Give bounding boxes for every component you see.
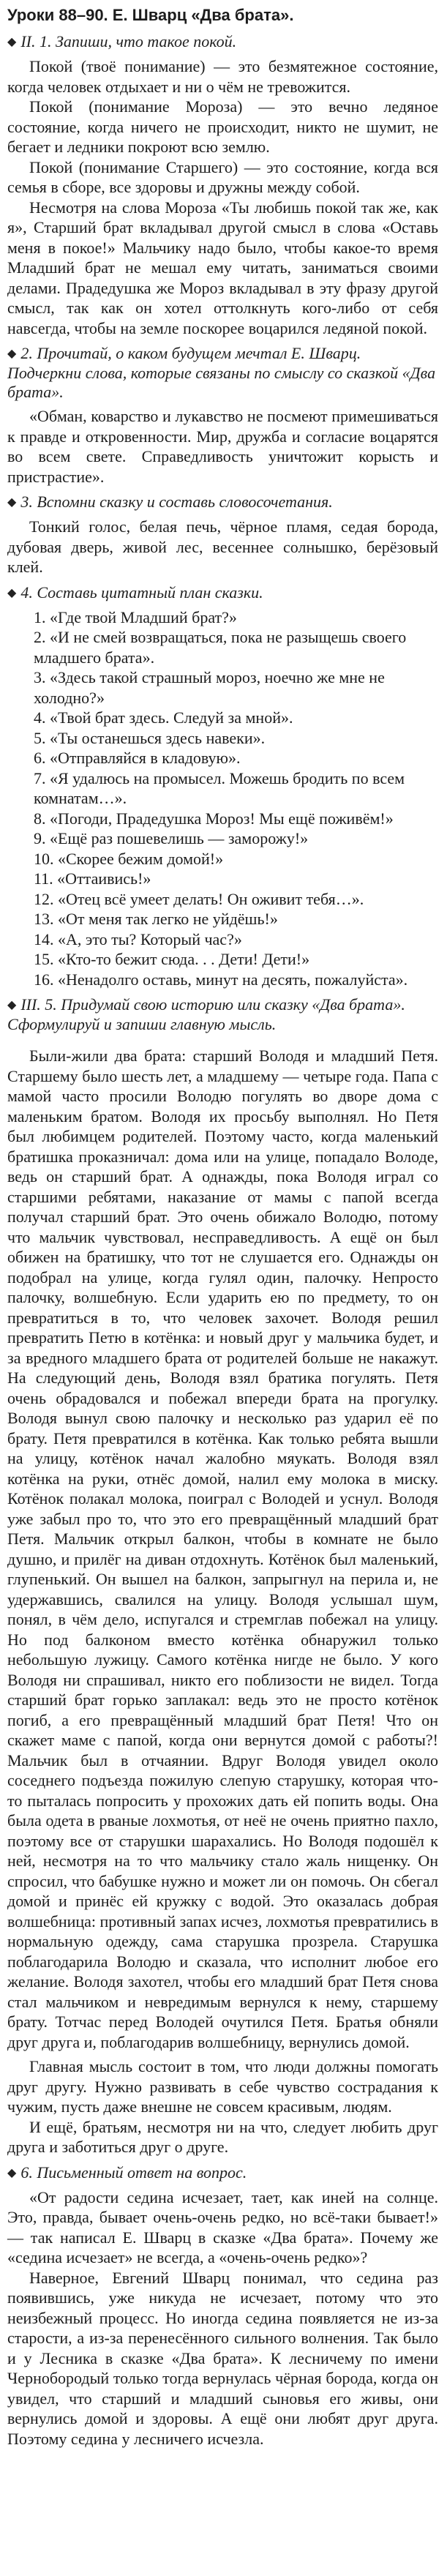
list-item: 14. «А, это ты? Который час?» — [34, 929, 242, 948]
paragraph: Покой (понимание Старшего) — это состояние, когда вся семья в сборе, все здоровы и дружны между собой. — [7, 157, 438, 196]
bullet-icon: ◆ — [7, 2166, 17, 2179]
list-item: 10. «Скорее бежим домой!» — [34, 849, 224, 868]
bullet-icon: ◆ — [7, 999, 17, 1011]
paragraph: Наверное, Евгений Шварц понимал, что седина раз появившись, уже никуда не исчезает, потому что это неизбежный процесс. Но иногда седина появляется не из-за старости, а из-за перенесённого сильного волнения. Так было и у Лесника в сказке «Два брата». К лесничему по имени Чернобородый только тогда вернулась чёрная борода, когда он увидел, что старший и младший сыновья его живы, они вернулись домой и здоровы. А ещё они любят друг друга. Поэтому седина у лесничего исчезла. — [7, 2268, 438, 2448]
list-item: 12. «Отец всё умеет делать! Он оживит тебя…». — [34, 889, 364, 908]
list-item: 6. «Отправляйся в кладовую». — [34, 749, 241, 767]
list-item: 5. «Ты останешься здесь навеки». — [34, 728, 266, 747]
task-label: 2. Прочитай, о каком будущем мечтал Е. Шварц. Подчеркни слова, которые связаны по смыслу со сказкой «Два брата». — [7, 344, 436, 401]
task-heading — [7, 583, 438, 603]
bullet-icon: ◆ — [7, 586, 17, 599]
task-heading — [7, 995, 438, 1034]
bullet-icon: ◆ — [7, 36, 17, 48]
task-label: 6. Письменный ответ на вопрос. — [20, 2163, 247, 2182]
paragraph: Несмотря на слова Мороза «Ты любишь покой так же, как я», Старший брат вкладывал другой смысл в слова «Оставь меня в покое!» Мальчику надо было, чтобы какое-то время Младший брат не мешал ему читать, заниматься своими делами. Прадедушка же Мороз вкладывал в эту фразу другой смысл, так как он хотел оттолкнуть кого-либо от себя навсегда, чтобы на земле поскорее воцарился ледяной покой. — [7, 198, 438, 337]
list-item: 1. «Где твой Младший брат?» — [34, 607, 237, 626]
list-item: 4. «Твой брат здесь. Следуй за мной». — [34, 708, 293, 727]
paragraph: И ещё, братьям, несмотря ни на что, следует любить друг друга и заботиться друг о друге. — [7, 2117, 438, 2156]
page-title: Уроки 88–90. Е. Шварц «Два брата». — [7, 6, 294, 24]
paragraph: «Обман, коварство и лукавство не посмеют примешиваться к правде и откровенности. Мир, дружба и согласие воцарятся во всем свете. Справедливость уничтожит корысть и пристрастие». — [7, 407, 438, 486]
list-item: 15. «Кто-то бежит сюда. . . Дети! Дети!» — [34, 950, 310, 968]
list-item: 13. «От меня так легко не уйдёшь!» — [34, 910, 278, 928]
paragraph: Были-жили два брата: старший Володя и младший Петя. Старшему было шесть лет, а младшему — четыре года. Папа с мамой часто просили Володю погулять во дворе дома с маленьким братом. Володя их просьбу выполнял. Но Петя был любимцем родителей. Поэтому часто, когда маленький братишка проказничал: дома или на улице, попадало Володе, ведь он старший брат. А однажды, пока Володя играл со старшими ребятами, наказание от мамы с папой всегда получал старший брат. Это очень обижало Володю, потому что мальчик чувствовал, несправедливость. А ещё он был обижен на братишку, что тот не слушается его. Однажды он подобрал на улице, когда гулял один, палочку. Непросто палочку, волшебную. Если ударить ею по предмету, то он превратиться в то, что человек захочет. Володя решил превратить Петю в котёнка: и новый друг у мальчика будет, и за вредного младшего брата от родителей больше не накажут. На следующий день, Володя взял братика погулять. Петя очень обрадовался и побежал впереди брата на прогулку. Володя вынул свою палочку и несколько раз ударил её по брату. Петя превратился в котёнка. Как только ребята вышли на улицу, котёнок начал жалобно мяукать. Володя взял котёнка на руки, отнёс домой, налил ему молока в миску. Котёнок полакал молока, поиграл с Володей и уснул. Володя уже забыл про то, что это его превращённый младший брат Петя. Мальчик открыл балкон, чтобы в комнате не было душно, и прилёг на диван отдохнуть. Котёнок был маленький, глупенький. Он вышел на балкон, запрыгнул на перила и, не удержавшись, свалился на улицу. Володя услышал шум, понял, в чём дело, испугался и стремглав побежал на улицу. Но под балконом вместо котёнка обнаружил только небольшую лужицу. Самого котёнка нигде не было. У кого Володя ни спрашивал, никто его поблизости не видел. Тогда старший брат горько заплакал: ведь это не просто котёнок погиб, а его превращённый младший брат Петя! Что он скажет маме с папой, когда они вернутся домой с работы?! Мальчик был в отчаянии. Вдруг Володя увидел около соседнего подъезда пожилую слепую старушку, которая что-то пыталась попросить у прохожих дать ей попить воды. Она была одета в рваные лохмотья, от неё не очень приятно пахло, поэтому все от старушки шарахались. Но Володя подошёл к ней, несмотря на то что мальчику стало жаль нищенку. Он спросил, что бабушке нужно и может ли он помочь. Он сбегал домой и принёс ей кружку с водой. Это оказалась добрая волшебница: противный запах исчез, лохмотья превратились в нормальную одежду, сама старушка прозрела. Старушка поблагодарила Володю и сказала, что исполнит любое его желание. Володя захотел, чтобы его младший брат Петя снова стал мальчиком и невредимым вернулся к нему, старшему брату. Тотчас перед Володей очутился Петя. Братья обняли друг друга и, поблагодарив волшебницу, вернулись домой. — [7, 1046, 438, 2051]
list-item: 11. «Оттаивись!» — [34, 869, 151, 888]
task-heading — [7, 493, 438, 512]
paragraph: Тонкий голос, белая печь, чёрное пламя, седая борода, дубовая дверь, живой лес, весеннее солнышко, берёзовый клей. — [7, 517, 438, 576]
section-main-thought — [7, 2056, 438, 2157]
task-heading — [7, 344, 438, 402]
section-5 — [7, 995, 438, 2052]
task-label: 3. Вспомни сказку и составь словосочетания. — [20, 493, 333, 511]
bullet-icon: ◆ — [7, 348, 17, 360]
section-4 — [7, 583, 438, 990]
task-heading — [7, 2163, 438, 2183]
list-item: 16. «Ненадолго оставь, минут на десять, пожалуйста». — [34, 970, 408, 989]
list-item: 9. «Ещё раз пошевелишь — заморожу!» — [34, 829, 309, 847]
section-3 — [7, 493, 438, 577]
section-6 — [7, 2163, 438, 2449]
bullet-icon: ◆ — [7, 496, 17, 509]
paragraph: Покой (твоё понимание) — это безмятежное состояние, когда человек отдыхает и ни о чём не тревожится. — [7, 57, 438, 96]
paragraph: «От радости седина исчезает, тает, как иней на солнце. Это, правда, бывает очень-очень редко, но всё-таки бывает!» — так написал Е. Шварц в сказке «Два брата». Почему же «седина исчезает» не всегда, а «очень-очень редко»? — [7, 2187, 438, 2266]
task-label: II. 1. Запиши, что такое покой. — [20, 32, 237, 50]
section-2 — [7, 344, 438, 487]
paragraph: Главная мысль состоит в том, что люди должны помогать друг другу. Нужно развивать в себе чувство сострадания к чужим, пусть даже внешне не совсем красивым, людям. — [7, 2057, 438, 2116]
list-item: 2. «И не смей возвращаться, пока не разыщешь своего младшего брата». — [34, 628, 407, 667]
task-label: III. 5. Придумай свою историю или сказку «Два брата». Сформулируй и запиши главную мысль. — [7, 995, 405, 1033]
list-item: 8. «Погоди, Прадедушка Мороз! Мы ещё поживём!» — [34, 809, 394, 828]
list-item: 3. «Здесь такой страшный мороз, ноечно же мне не холодно?» — [34, 668, 385, 707]
quote-plan-list — [7, 607, 438, 990]
list-item: 7. «Я удалюсь на промысел. Можешь бродить по всем комнатам…». — [34, 768, 405, 807]
section-1 — [7, 32, 438, 338]
task-heading — [7, 32, 438, 52]
paragraph: Покой (понимание Мороза) — это вечно ледяное состояние, когда ничего не происходит, никто не шумит, не бегает и ледники покроют всю землю. — [7, 97, 438, 156]
task-label: 4. Составь цитатный план сказки. — [20, 583, 263, 602]
